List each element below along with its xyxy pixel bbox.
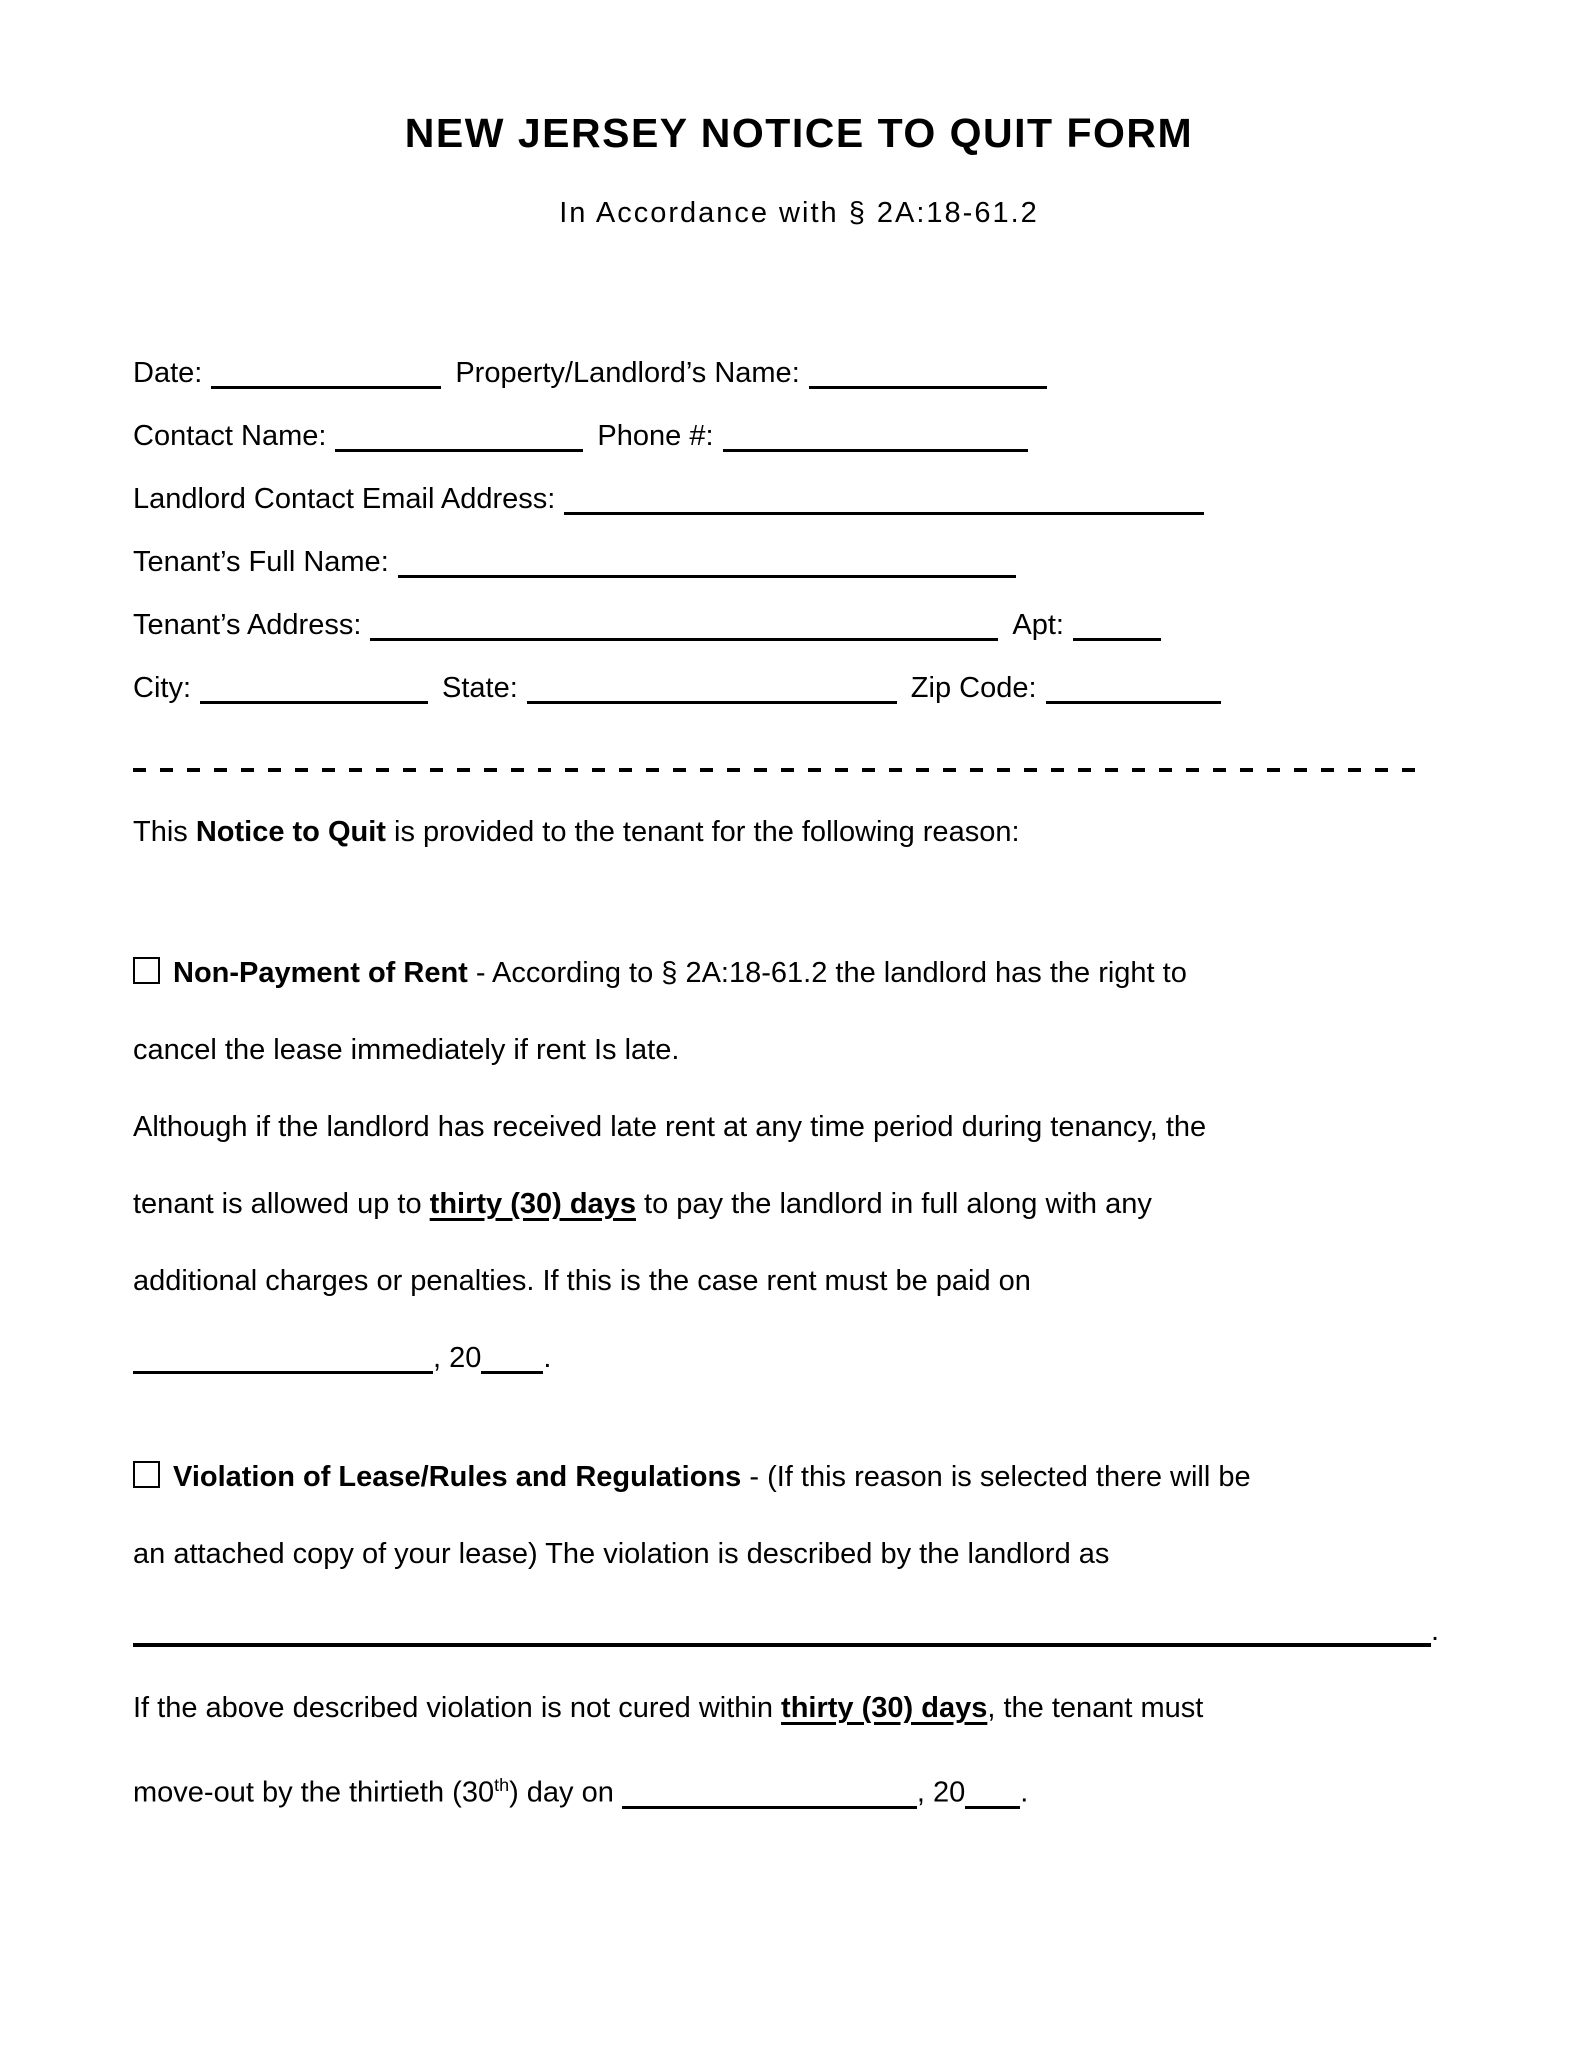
- date-blank[interactable]: [211, 356, 441, 389]
- date-label: Date:: [133, 357, 203, 389]
- nonpayment-thirty-days: thirty (30) days: [429, 1188, 636, 1220]
- nonpayment-line4-post: to pay the landlord in full along with any: [635, 1188, 1152, 1220]
- violation-period: .: [1020, 1776, 1029, 1809]
- violation-thirty-days: thirty (30) days: [781, 1692, 988, 1724]
- zip-code-label: Zip Code:: [910, 672, 1037, 704]
- violation-line4-mid: ) day on: [509, 1776, 622, 1809]
- form-line-city-state-zip: [133, 657, 1465, 720]
- nonpayment-section: [133, 935, 1465, 1397]
- state-label: State:: [442, 672, 518, 704]
- form-line-date-property: [133, 342, 1465, 405]
- rent-paid-year-blank[interactable]: [481, 1341, 543, 1374]
- nonpayment-checkbox-icon[interactable]: [133, 957, 160, 984]
- city-blank[interactable]: [200, 671, 428, 704]
- apt-blank[interactable]: [1073, 608, 1161, 641]
- property-landlord-name-label: Property/Landlord’s Name:: [455, 357, 800, 389]
- tenant-address-blank[interactable]: [370, 608, 998, 641]
- form-fields: [133, 342, 1465, 720]
- violation-year-prefix: , 20: [916, 1776, 966, 1809]
- zip-code-blank[interactable]: [1046, 671, 1221, 704]
- city-label: City:: [133, 672, 191, 704]
- nonpayment-line1: According to § 2A:18-61.2 the landlord has the right to: [492, 957, 1187, 989]
- violation-line3-pre: If the above described violation is not cured within: [133, 1692, 782, 1724]
- form-line-tenant-address: [133, 594, 1465, 657]
- nonpayment-line4: [133, 1166, 1465, 1243]
- tenant-full-name-blank[interactable]: [398, 545, 1016, 578]
- nonpayment-line3: Although if the landlord has received late rent at any time period during tenancy, the: [133, 1111, 1207, 1143]
- nonpayment-heading: Non-Payment of Rent: [173, 957, 468, 989]
- state-blank[interactable]: [527, 671, 897, 704]
- intro-pre: This: [133, 816, 196, 848]
- contact-name-label: Contact Name:: [133, 420, 327, 452]
- tenant-address-label: Tenant’s Address:: [133, 609, 362, 641]
- dashed-divider: [133, 768, 1423, 772]
- violation-heading: Violation of Lease/Rules and Regulations: [173, 1461, 742, 1493]
- phone-blank[interactable]: [723, 419, 1028, 452]
- phone-label: Phone #:: [597, 420, 714, 452]
- violation-moveout-line: [133, 1747, 1465, 1832]
- moveout-year-blank[interactable]: [965, 1776, 1020, 1809]
- nonpayment-heading-line: [133, 935, 1465, 1012]
- property-landlord-name-blank[interactable]: [809, 356, 1047, 389]
- nonpayment-period: .: [543, 1342, 552, 1374]
- nonpayment-year-prefix: , 20: [433, 1342, 482, 1374]
- nonpayment-line4-pre: tenant is allowed up to: [133, 1188, 430, 1220]
- violation-heading-line: [133, 1439, 1465, 1516]
- nonpayment-line5: additional charges or penalties. If this is the case rent must be paid on: [133, 1265, 1031, 1297]
- moveout-date-blank[interactable]: [622, 1776, 917, 1809]
- intro-line: [133, 816, 1465, 849]
- form-line-tenant-name: [133, 531, 1465, 594]
- rent-paid-date-blank[interactable]: [133, 1341, 433, 1374]
- violation-description-period: .: [1431, 1615, 1440, 1647]
- tenant-full-name-label: Tenant’s Full Name:: [133, 546, 389, 578]
- violation-line3-post: , the tenant must: [987, 1692, 1204, 1724]
- contact-name-blank[interactable]: [335, 419, 583, 452]
- violation-line1: (If this reason is selected there will be: [767, 1461, 1251, 1493]
- page-subtitle: In Accordance with § 2A:18-61.2: [559, 197, 1039, 229]
- violation-checkbox-icon[interactable]: [133, 1461, 160, 1488]
- landlord-email-blank[interactable]: [564, 482, 1204, 515]
- intro-post: is provided to the tenant for the following reason:: [385, 816, 1020, 848]
- violation-description-blank[interactable]: [133, 1613, 1431, 1647]
- form-line-email: [133, 468, 1465, 531]
- page-title: NEW JERSEY NOTICE TO QUIT FORM: [404, 110, 1194, 156]
- apt-label: Apt:: [1012, 609, 1064, 641]
- violation-line4-pre: move-out by the thirtieth (30: [133, 1776, 495, 1809]
- intro-notice-to-quit: Notice to Quit: [195, 816, 386, 848]
- form-line-contact-phone: [133, 405, 1465, 468]
- violation-section: [133, 1439, 1465, 1832]
- violation-description-line: [133, 1593, 1465, 1670]
- landlord-email-label: Landlord Contact Email Address:: [133, 483, 556, 515]
- nonpayment-separator: -: [467, 957, 493, 989]
- violation-line2: an attached copy of your lease) The violation is described by the landlord as: [133, 1538, 1110, 1570]
- nonpayment-line2: cancel the lease immediately if rent Is late.: [133, 1034, 680, 1066]
- violation-line3: [133, 1670, 1465, 1747]
- nonpayment-date-line: [133, 1320, 1465, 1397]
- violation-th-superscript: th: [494, 1775, 510, 1795]
- violation-separator: -: [741, 1461, 768, 1493]
